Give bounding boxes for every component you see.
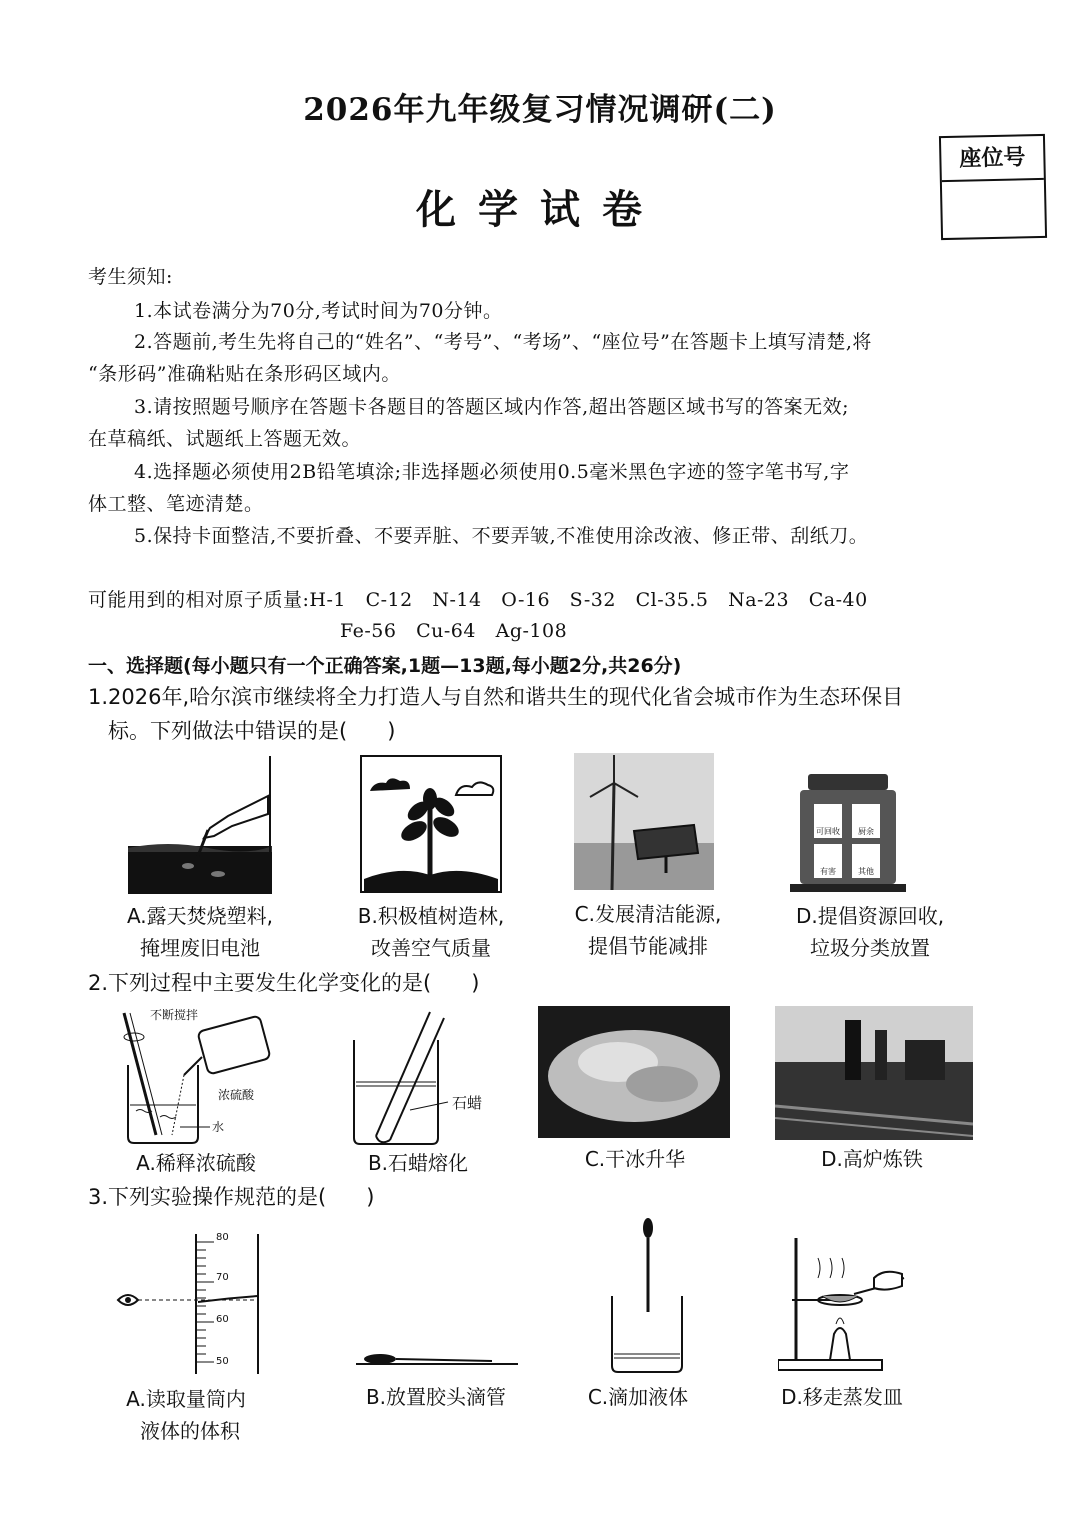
q3-stem: 3.下列实验操作规范的是( ): [88, 1185, 375, 1209]
notice-heading: 考生须知:: [88, 266, 173, 288]
atomic-mass-line-2: Fe-56 Cu-64 Ag-108: [340, 620, 568, 642]
q3-image-dropping-liquid: [606, 1216, 688, 1374]
notice-item-4-cont: 体工整、笔迹清楚。: [88, 493, 264, 515]
q2-stem: 2.下列过程中主要发生化学变化的是( ): [88, 971, 480, 995]
q3-option-a: A.读取量筒内 液体的体积: [126, 1387, 246, 1443]
notice-item-2-cont: “条形码”准确粘贴在条形码区域内。: [88, 363, 401, 385]
q3-option-d: D.移走蒸发皿: [781, 1385, 903, 1409]
q2-image-wax-melt: [350, 1010, 500, 1150]
q2-image-blast-furnace: [775, 1006, 973, 1140]
atomic-mass-line-1: 可能用到的相对原子质量:H-1 C-12 N-14 O-16 S-32 Cl-35.5 Na-23 Ca-40: [88, 589, 868, 611]
tick-50: 50: [216, 1356, 229, 1367]
q1-option-d: D.提倡资源回收, 垃圾分类放置: [795, 904, 945, 960]
q1-option-c: C.发展清洁能源, 提倡节能减排: [574, 902, 722, 958]
q1-stem-cont: 标。下列做法中错误的是( ): [108, 719, 396, 743]
exam-subject: 化学试卷: [416, 186, 664, 233]
q3-image-evaporating-dish: [778, 1238, 906, 1372]
q1-image-recycle-bin: [790, 770, 906, 892]
label-wax: 石蜡: [452, 1094, 483, 1112]
q2-image-dry-ice: [538, 1006, 730, 1138]
q3-option-b: B.放置胶头滴管: [365, 1385, 507, 1409]
exam-title: 2026年九年级复习情况调研(二): [303, 92, 777, 128]
notice-item-3-cont: 在草稿纸、试题纸上答题无效。: [88, 428, 362, 450]
bin-label-recyclable: 可回收: [816, 827, 840, 836]
q2-option-a: A.稀释浓硫酸: [136, 1151, 256, 1175]
q1-option-a: A.露天焚烧塑料, 掩埋废旧电池: [126, 904, 274, 960]
notice-item-1: 1.本试卷满分为70分,考试时间为70分钟。: [134, 300, 503, 322]
q2-option-b: B.石蜡熔化: [367, 1151, 469, 1175]
bin-label-kitchen: 厨余: [858, 827, 874, 836]
notice-item-4: 4.选择题必须使用2B铅笔填涂;非选择题必须使用0.5毫米黑色字迹的签字笔书写,字: [134, 461, 850, 483]
bin-label-other: 其他: [858, 867, 874, 876]
notice-item-5: 5.保持卡面整洁,不要折叠、不要弄脏、不要弄皱,不准使用涂改液、修正带、刮纸刀。: [134, 525, 869, 547]
tick-80: 80: [216, 1232, 229, 1243]
section-heading: 一、选择题(每小题只有一个正确答案,1题—13题,每小题2分,共26分): [88, 655, 682, 677]
q2-option-d: D.高炉炼铁: [821, 1147, 923, 1171]
q1-image-burning-plastic: [128, 756, 272, 894]
bin-label-hazardous: 有害: [820, 867, 836, 876]
label-acid: 浓硫酸: [218, 1088, 255, 1102]
tick-70: 70: [216, 1272, 229, 1283]
label-water: 水: [212, 1120, 225, 1134]
q2-option-c: C.干冰升华: [584, 1147, 686, 1171]
tick-60: 60: [216, 1314, 229, 1325]
q1-image-clean-energy: [574, 753, 714, 890]
seat-number-label: 座位号: [941, 136, 1044, 182]
q3-option-c: C.滴加液体: [587, 1385, 689, 1409]
q1-image-plant-tree: [360, 755, 502, 893]
q1-stem: 1.2026年,哈尔滨市继续将全力打造人与自然和谐共生的现代化省会城市作为生态环保目: [88, 685, 904, 709]
notice-item-2: 2.答题前,考生先将自己的“姓名”、“考号”、“考场”、“座位号”在答题卡上填写清楚,将: [134, 331, 872, 353]
q3-image-dropper: [352, 1346, 522, 1370]
q2-image-dilute-acid: [110, 1005, 280, 1147]
label-stir: 不断搅拌: [150, 1008, 199, 1022]
q1-option-b: B.积极植树造林, 改善空气质量: [357, 904, 505, 960]
notice-item-3: 3.请按照题号顺序在答题卡各题目的答题区域内作答,超出答题区域书写的答案无效;: [134, 396, 850, 418]
seat-number-box: [939, 134, 1047, 240]
q3-image-graduated-cylinder: [110, 1226, 270, 1376]
